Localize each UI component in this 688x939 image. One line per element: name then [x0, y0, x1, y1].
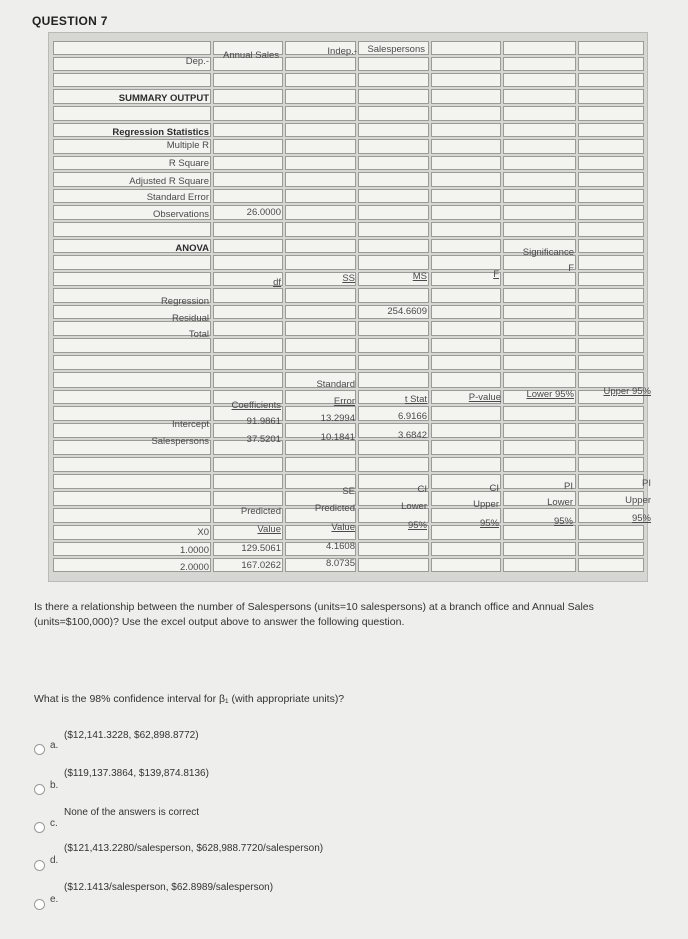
- x0-value: 2.0000: [179, 562, 209, 573]
- spreadsheet-cell: [578, 139, 644, 154]
- spreadsheet-cell: [285, 321, 356, 336]
- spreadsheet-cell: [578, 525, 644, 540]
- spreadsheet-cell: [503, 172, 576, 187]
- spreadsheet-cell: [53, 372, 211, 388]
- spreadsheet-cell: [53, 338, 211, 353]
- regression-statistics-heading: Regression Statistics: [112, 127, 209, 138]
- spreadsheet-cell: [358, 372, 429, 388]
- ci-header-1: CI: [417, 484, 427, 495]
- question-text: Is there a relationship between the number of Salespersons (units=10 salespersons) at a branch office and Annual Sales (units=$100,000)? Use the excel output above to answer the following question.: [34, 601, 594, 628]
- spreadsheet-cell: [213, 172, 283, 187]
- spreadsheet-cell: [285, 89, 356, 104]
- ms-header: MS: [412, 271, 427, 282]
- spreadsheet-cell: [431, 106, 501, 121]
- spreadsheet-cell: [358, 139, 429, 154]
- spreadsheet-cell: [431, 355, 501, 370]
- option-d[interactable]: [34, 843, 634, 873]
- salespersons-t: 3.6842: [397, 430, 427, 441]
- spreadsheet-cell: [503, 305, 576, 319]
- lower-header-1: Lower: [401, 501, 427, 512]
- p-value-header: P-value: [468, 392, 501, 403]
- anova-heading: ANOVA: [175, 243, 209, 254]
- spreadsheet-cell: [431, 305, 501, 319]
- spreadsheet-cell: [578, 272, 644, 286]
- indep-label: Indep.-: [327, 46, 357, 57]
- total-label: Total: [188, 329, 209, 340]
- spreadsheet-cell: [358, 89, 429, 104]
- spreadsheet-cell: [503, 123, 576, 137]
- radio-b[interactable]: [34, 784, 45, 795]
- spreadsheet-cell: [503, 440, 576, 455]
- option-letter: b.: [50, 780, 59, 791]
- spreadsheet-cell: [358, 172, 429, 187]
- spreadsheet-cell: [503, 73, 576, 87]
- spreadsheet-cell: [358, 355, 429, 370]
- intercept-label: Intercept: [172, 419, 209, 430]
- dep-label: Dep.-: [185, 56, 209, 67]
- dep-value: Annual Sales: [223, 50, 279, 61]
- spreadsheet-cell: [213, 239, 283, 253]
- spreadsheet-cell: [358, 106, 429, 121]
- spreadsheet-cell: [358, 440, 429, 455]
- df-header: df: [273, 277, 281, 288]
- option-letter: c.: [50, 818, 58, 829]
- sub-question: What is the 98% confidence interval for β₁ (with appropriate units)?: [34, 693, 345, 705]
- spreadsheet-cell: [213, 372, 283, 388]
- spreadsheet-cell: [431, 205, 501, 220]
- spreadsheet-cell: [285, 106, 356, 121]
- spreadsheet-cell: [503, 222, 576, 237]
- pi-header-2: PI: [642, 478, 651, 489]
- spreadsheet-cell: [431, 139, 501, 154]
- spreadsheet-cell: [503, 41, 576, 55]
- value-header-1: Value: [257, 524, 281, 535]
- spreadsheet-cell: [358, 558, 429, 572]
- spreadsheet-cell: [358, 288, 429, 303]
- spreadsheet-cell: [285, 156, 356, 170]
- spreadsheet-cell: [503, 106, 576, 121]
- residual-ms-value: 254.6609: [387, 306, 427, 317]
- spreadsheet-cell: [578, 222, 644, 237]
- intercept-se: 13.2994: [320, 413, 355, 424]
- predicted-header-1: Predicted: [240, 506, 281, 517]
- spreadsheet-cell: [285, 123, 356, 137]
- spreadsheet-cell: [578, 406, 644, 421]
- value-header-2: Value: [331, 522, 355, 533]
- spreadsheet-cell: [578, 73, 644, 87]
- upper-header-2: Upper: [625, 495, 651, 506]
- observations-value: 26.0000: [246, 207, 281, 218]
- spreadsheet-cell: [431, 172, 501, 187]
- spreadsheet-cell: [53, 525, 211, 540]
- spreadsheet-cell: [213, 255, 283, 270]
- spreadsheet-cell: [358, 239, 429, 253]
- spreadsheet-cell: [431, 239, 501, 253]
- spreadsheet-cell: [358, 321, 429, 336]
- spreadsheet-cell: [53, 474, 211, 489]
- spreadsheet-cell: [213, 321, 283, 336]
- spreadsheet-cell: [358, 338, 429, 353]
- spreadsheet-cell: [213, 123, 283, 137]
- spreadsheet-cell: [431, 406, 501, 421]
- spreadsheet-cell: [358, 542, 429, 556]
- spreadsheet-cell: [358, 189, 429, 203]
- spreadsheet-cell: [578, 106, 644, 121]
- lower-95-header: Lower 95%: [526, 389, 574, 400]
- option-text: ($12.1413/salesperson, $62.8989/salesperson): [64, 882, 274, 893]
- spreadsheet-cell: [578, 288, 644, 303]
- option-text: ($119,137.3864, $139,874.8136): [64, 768, 209, 779]
- spreadsheet-cell: [431, 123, 501, 137]
- significance-f-label: F: [568, 263, 574, 274]
- spreadsheet-cell: [578, 457, 644, 472]
- coefficients-header: Coefficients: [231, 400, 281, 411]
- spreadsheet-cell: [285, 288, 356, 303]
- error-header: Error: [333, 396, 355, 407]
- spreadsheet-cell: [578, 205, 644, 220]
- option-text: None of the answers is correct: [64, 807, 200, 818]
- pi-header-1: PI: [564, 481, 573, 492]
- spreadsheet-cell: [578, 172, 644, 187]
- standard-error-label: Standard Error: [146, 192, 209, 203]
- predicted-value: 129.5061: [241, 543, 281, 554]
- pct95-header-4: 95%: [631, 513, 651, 524]
- spreadsheet-cell: [503, 139, 576, 154]
- spreadsheet-cell: [53, 255, 211, 270]
- spreadsheet-cell: [358, 205, 429, 220]
- salespersons-coef: 37.5201: [246, 434, 281, 445]
- spreadsheet-cell: [503, 355, 576, 370]
- spreadsheet-cell: [578, 239, 644, 253]
- x0-header: X0: [197, 527, 209, 538]
- option-text: ($12,141.3228, $62,898.8772): [64, 730, 199, 741]
- t-stat-header: t Stat: [404, 394, 427, 405]
- spreadsheet-cell: [213, 139, 283, 154]
- spreadsheet-cell: [358, 57, 429, 71]
- standard-header: Standard: [316, 379, 355, 390]
- spreadsheet-cell: [578, 57, 644, 71]
- r-square-label: R Square: [168, 158, 209, 169]
- spreadsheet-cell: [285, 457, 356, 472]
- spreadsheet-cell: [431, 440, 501, 455]
- spreadsheet-cell: [213, 474, 283, 489]
- summary-output-heading: SUMMARY OUTPUT: [118, 93, 209, 104]
- spreadsheet-cell: [431, 41, 501, 55]
- spreadsheet-cell: [431, 73, 501, 87]
- salespersons-label: Salespersons: [151, 436, 209, 447]
- spreadsheet-cell: [358, 255, 429, 270]
- spreadsheet-cell: [503, 89, 576, 104]
- radio-c[interactable]: [34, 822, 45, 833]
- spreadsheet-cell: [578, 189, 644, 203]
- spreadsheet-cell: [358, 123, 429, 137]
- predicted-value: 167.0262: [241, 560, 281, 571]
- spreadsheet-cell: [503, 372, 576, 388]
- spreadsheet-cell: [213, 491, 283, 506]
- spreadsheet-cell: [431, 372, 501, 388]
- spreadsheet-cell: [431, 189, 501, 203]
- spreadsheet-cell: [503, 406, 576, 421]
- radio-d[interactable]: [34, 860, 45, 871]
- spreadsheet-cell: [503, 272, 576, 286]
- spreadsheet-cell: [503, 542, 576, 556]
- spreadsheet-cell: [431, 156, 501, 170]
- option-text: ($121,413.2280/salesperson, $628,988.7720/salesperson): [64, 843, 324, 854]
- se-predicted-value: 4.1608: [325, 541, 355, 552]
- spreadsheet-cell: [431, 457, 501, 472]
- regression-label: Regression: [160, 296, 209, 307]
- spreadsheet-cell: [578, 41, 644, 55]
- adjusted-r-square-label: Adjusted R Square: [129, 176, 209, 187]
- spreadsheet-cell: [285, 355, 356, 370]
- spreadsheet-cell: [578, 542, 644, 556]
- spreadsheet-cell: [431, 255, 501, 270]
- upper-header-1: Upper: [473, 499, 499, 510]
- spreadsheet-cell: [53, 106, 211, 121]
- predicted-header-2: Predicted: [314, 503, 355, 514]
- spreadsheet-cell: [431, 89, 501, 104]
- spreadsheet-cell: [578, 255, 644, 270]
- spreadsheet-cell: [578, 338, 644, 353]
- spreadsheet-cell: [358, 457, 429, 472]
- option-letter: e.: [50, 894, 59, 905]
- spreadsheet-cell: [578, 440, 644, 455]
- pct95-header-1: 95%: [407, 520, 427, 531]
- spreadsheet-cell: [213, 189, 283, 203]
- spreadsheet-cell: [53, 508, 211, 523]
- spreadsheet-cell: [213, 222, 283, 237]
- spreadsheet-cell: [503, 321, 576, 336]
- radio-a[interactable]: [34, 744, 45, 755]
- spreadsheet-cell: [578, 156, 644, 170]
- spreadsheet-cell: [431, 423, 501, 438]
- salespersons-se: 10.1841: [320, 432, 355, 443]
- spreadsheet-cell: [285, 57, 356, 71]
- spreadsheet-cell: [431, 272, 501, 286]
- se-header: SE: [342, 486, 355, 497]
- intercept-t: 6.9166: [397, 411, 427, 422]
- spreadsheet-cell: [53, 457, 211, 472]
- spreadsheet-cell: [285, 338, 356, 353]
- spreadsheet-cell: [213, 89, 283, 104]
- option-a[interactable]: [34, 730, 634, 760]
- spreadsheet-cell: [285, 239, 356, 253]
- spreadsheet-cell: [285, 222, 356, 237]
- spreadsheet-cell: [503, 288, 576, 303]
- radio-e[interactable]: [34, 899, 45, 910]
- spreadsheet-cell: [53, 272, 211, 286]
- spreadsheet-cell: [285, 305, 356, 319]
- spreadsheet-cell: [431, 222, 501, 237]
- spreadsheet-cell: [578, 89, 644, 104]
- spreadsheet-cell: [285, 139, 356, 154]
- excel-output-image: [48, 32, 651, 582]
- spreadsheet-cell: [503, 525, 576, 540]
- spreadsheet-cell: [53, 390, 211, 404]
- spreadsheet-cell: [503, 338, 576, 353]
- option-b[interactable]: [34, 768, 634, 798]
- spreadsheet-cell: [213, 457, 283, 472]
- spreadsheet-cell: [503, 57, 576, 71]
- spreadsheet-cell: [213, 305, 283, 319]
- spreadsheet-cell: [503, 205, 576, 220]
- spreadsheet-cell: [213, 338, 283, 353]
- spreadsheet-cell: [431, 57, 501, 71]
- lower-header-2: Lower: [547, 497, 573, 508]
- spreadsheet-cell: [431, 288, 501, 303]
- residual-label: Residual: [172, 313, 209, 324]
- upper-95-header: Upper 95%: [603, 386, 651, 397]
- pct95-header-2: 95%: [479, 518, 499, 529]
- spreadsheet-cell: [285, 189, 356, 203]
- spreadsheet-cell: [431, 542, 501, 556]
- option-e[interactable]: [34, 882, 634, 912]
- spreadsheet-cell: [503, 558, 576, 572]
- option-letter: d.: [50, 855, 59, 866]
- spreadsheet-cell: [578, 355, 644, 370]
- spreadsheet-cell: [431, 338, 501, 353]
- spreadsheet-cell: [578, 423, 644, 438]
- spreadsheet-cell: [578, 474, 644, 489]
- spreadsheet-cell: [358, 73, 429, 87]
- x0-value: 1.0000: [179, 545, 209, 556]
- option-letter: a.: [50, 740, 59, 751]
- spreadsheet-cell: [53, 73, 211, 87]
- spreadsheet-cell: [285, 73, 356, 87]
- ss-header: SS: [342, 273, 355, 284]
- spreadsheet-cell: [53, 355, 211, 370]
- question-title: QUESTION 7: [32, 14, 108, 28]
- spreadsheet-cell: [431, 321, 501, 336]
- spreadsheet-cell: [285, 205, 356, 220]
- spreadsheet-cell: [431, 558, 501, 572]
- pct95-header-3: 95%: [553, 516, 573, 527]
- intercept-coef: 91.9861: [246, 416, 281, 427]
- spreadsheet-cell: [213, 73, 283, 87]
- spreadsheet-cell: [213, 355, 283, 370]
- spreadsheet-cell: [578, 321, 644, 336]
- spreadsheet-cell: [213, 156, 283, 170]
- spreadsheet-cell: [358, 222, 429, 237]
- spreadsheet-cell: [503, 156, 576, 170]
- observations-label: Observations: [153, 209, 209, 220]
- spreadsheet-cell: [358, 156, 429, 170]
- spreadsheet-cell: [213, 106, 283, 121]
- spreadsheet-cell: [53, 491, 211, 506]
- spreadsheet-cell: [53, 222, 211, 237]
- spreadsheet-cell: [578, 558, 644, 572]
- spreadsheet-cell: [578, 305, 644, 319]
- spreadsheet-cell: [503, 457, 576, 472]
- indep-value: Salespersons: [367, 44, 425, 55]
- option-c[interactable]: [34, 807, 634, 837]
- spreadsheet-cell: [213, 288, 283, 303]
- spreadsheet-cell: [503, 189, 576, 203]
- spreadsheet-cell: [53, 41, 211, 55]
- multiple-r-label: Multiple R: [166, 140, 209, 151]
- spreadsheet-cell: [503, 423, 576, 438]
- significance-label: Significance: [522, 247, 574, 258]
- ci-header-2: CI: [489, 483, 499, 494]
- spreadsheet-cell: [285, 172, 356, 187]
- se-predicted-value: 8.0735: [325, 558, 355, 569]
- f-header: F: [493, 269, 499, 280]
- spreadsheet-cell: [578, 123, 644, 137]
- spreadsheet-cell: [285, 255, 356, 270]
